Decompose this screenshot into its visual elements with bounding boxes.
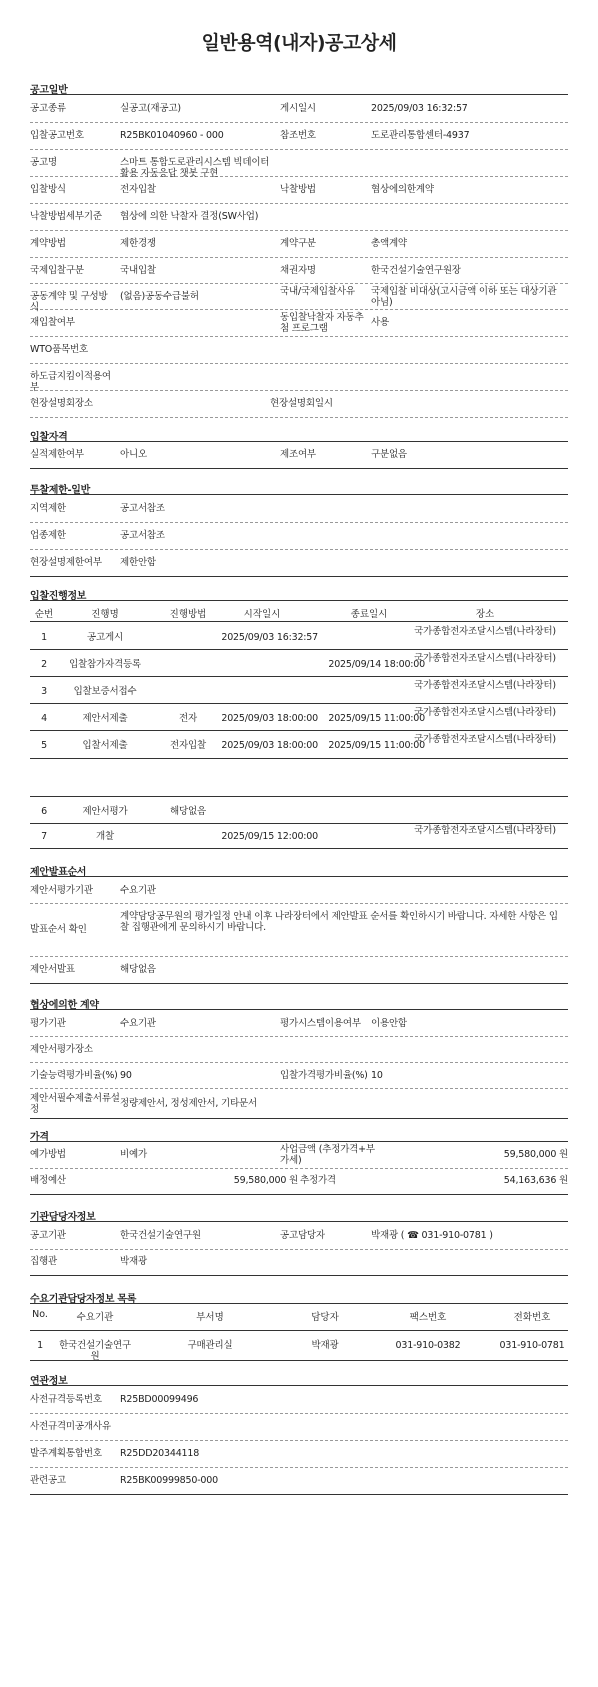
field-label: 배정예산 [30,1175,66,1186]
field-label: 낙찰방법세부기준 [30,211,102,222]
field-label: 제안서필수제출서류설정 [30,1092,120,1115]
field-value: 90 [120,1069,132,1081]
table-cell: 2 [41,659,47,670]
field-label: WTO품목번호 [30,344,88,355]
field-label: 하도급지킴이적용여부 [30,371,111,393]
field-value: 10 [371,1069,383,1081]
table-header-5: 종료일시 [350,609,388,620]
table-cell: 2025/09/15 12:00:00 [221,831,318,842]
field-label: 현장설명회일시 [270,398,333,409]
table-cell: 4 [41,713,47,724]
field-value: 이용안함 [371,1017,407,1029]
table-header-1: 순번 [34,609,54,620]
table-cell: 1 [41,632,47,643]
field-label: 지역제한 [30,503,66,514]
table-cell: 국가종합전자조달시스템(나라장터) [414,707,556,718]
table-cell: 국가종합전자조달시스템(나라장터) [414,653,556,664]
table-cell: 박재광 [311,1340,339,1351]
field-label: 예가방법 [30,1149,66,1160]
field-value: 2025/09/03 16:32:57 [371,103,468,114]
field-label: 공고담당자 [280,1230,325,1241]
field-value: 공고서참조 [120,530,165,541]
field-label: 평가시스템이용여부 [280,1017,361,1029]
field-value: R25DD20344118 [120,1448,200,1459]
table-header-2: 진행명 [91,609,119,620]
table-header-4: 시작일시 [243,609,281,620]
field-label: 입찰방식 [30,184,66,195]
field-label: 채권자명 [280,264,316,276]
table-cell: 6 [41,806,47,817]
field-value: 총액계약 [371,238,407,249]
field-value: R25BK00999850-000 [120,1475,218,1486]
table-cell: 2025/09/15 11:00:00 [328,740,425,751]
field-label: 제안서발표 [30,964,75,975]
field-value: R25BK01040960 - 000 [120,130,224,141]
field-label: 공고기관 [30,1230,66,1241]
field-value: 수요기관 [120,885,156,896]
field-label: 참조번호 [280,130,316,141]
field-value: 59,580,000 원 [233,1175,298,1186]
table-cell: 공고게시 [87,632,123,643]
table-gap-rule [30,796,568,797]
field-label: 관련공고 [30,1475,66,1486]
table-cell: 2025/09/15 11:00:00 [328,713,425,724]
table-cell: 구매관리실 [187,1340,233,1351]
section-heading: 수요기관담당자정보 목록 [30,1294,137,1305]
field-value: 국제입찰 비대상(고시금액 이하 또는 대상기관아님) [371,285,557,308]
field-value: (없음)공동수급불허 [120,290,199,302]
field-value: 아니오 [120,449,147,460]
field-value: 공고서참조 [120,503,165,514]
field-label: 업종제한 [30,530,66,541]
field-label: 국내/국제입찰사유 [280,285,355,297]
field-label: 사업금액 (추정가격+부가세) [280,1144,375,1166]
section-heading: 제안발표순서 [30,867,87,878]
field-value: 비예가 [120,1149,147,1160]
field-value: 해당없음 [120,964,156,975]
page-title: 일반용역(내자)공고상세 [201,32,397,54]
table-cell: 031-910-0781 [499,1340,565,1351]
field-value: R25BD00099496 [120,1394,199,1405]
field-label: 게시일시 [280,103,316,114]
field-label: 입찰공고번호 [30,130,84,141]
section-rule [30,1303,568,1304]
table-header-5: 팩스번호 [409,1312,447,1323]
section-heading: 연관정보 [30,1376,68,1387]
field-value: 협상에 의한 낙찰자 결정(SW사업) [120,211,259,222]
field-value: 한국건설기술연구원 [120,1230,201,1241]
table-cell: 입찰서제출 [82,740,128,751]
table-cell: 개찰 [96,831,114,842]
table-cell: 국가종합전자조달시스템(나라장터) [414,680,556,691]
table-header-3: 부서명 [196,1312,224,1323]
table-cell: 2025/09/03 18:00:00 [221,713,318,724]
section-rule [30,600,568,601]
section-heading: 공고일반 [30,85,68,96]
field-label: 입찰가격평가비율(%) [280,1069,368,1081]
section-heading: 협상에의한 계약 [30,1000,99,1011]
field-label: 현장설명회장소 [30,398,93,409]
field-label: 제안서평가기관 [30,885,93,896]
section-heading: 기관담당자정보 [30,1212,96,1223]
field-label: 공고명 [30,157,57,168]
table-header-6: 장소 [475,609,495,620]
table-cell: 7 [41,831,47,842]
field-value: 도로관리통합센터-4937 [371,130,470,141]
section-heading: 입찰진행정보 [30,591,87,602]
field-label: 실적제한여부 [30,449,84,460]
section-heading: 가격 [30,1132,49,1143]
field-value: 구분없음 [371,449,407,460]
field-label: 현장설명제한여부 [30,557,102,568]
table-cell: 제안서평가 [82,806,128,817]
field-value: 정량제안서, 정성제안서, 기타문서 [120,1097,257,1109]
field-value: 제한경쟁 [120,238,156,249]
table-cell: 2025/09/03 18:00:00 [221,740,318,751]
table-cell: 2025/09/03 16:32:57 [221,632,318,643]
table-header-1: No. [32,1309,48,1320]
table-cell: 3 [41,686,47,697]
field-label: 공고종류 [30,103,66,114]
field-label: 국제입찰구분 [30,264,84,276]
table-cell: 입찰참가자격등록 [69,659,141,670]
field-value: 협상에의한계약 [371,184,434,195]
field-value: 국내입찰 [120,264,156,276]
field-value: 54,163,636 원 [503,1175,568,1186]
field-label: 계약방법 [30,238,66,249]
field-label: 제조여부 [280,449,316,460]
field-label: 사전규격미공개사유 [30,1421,111,1432]
field-label: 계약구분 [280,238,316,249]
table-cell: 전자입찰 [170,740,206,751]
field-label: 발표순서 확인 [30,924,87,935]
field-value: 전자입찰 [120,184,156,195]
field-label: 공동계약 및 구성방식 [30,290,108,313]
table-header-3: 진행방법 [169,609,207,620]
field-value: 박재광 [120,1256,147,1267]
field-value: 제한안함 [120,557,156,568]
field-label: 재입찰여부 [30,317,75,328]
field-value: 59,580,000 원 [503,1149,568,1160]
table-cell: 2025/09/14 18:00:00 [328,659,425,670]
field-label: 사전규격등록번호 [30,1394,102,1405]
table-cell: 제안서제출 [82,713,128,724]
field-value: 스마트 통합도로관리시스템 빅데이터 활용 자동응답 챗봇 구현 [120,157,270,179]
field-value: 실공고(재공고) [120,103,181,114]
table-cell: 5 [41,740,47,751]
field-value: 한국건설기술연구원장 [371,264,461,276]
field-label: 평가기관 [30,1017,66,1029]
table-cell: 국가종합전자조달시스템(나라장터) [414,825,556,836]
table-header-rule [30,621,568,622]
table-cell: 입찰보증서접수 [73,686,137,697]
field-label: 집행관 [30,1256,57,1267]
table-cell: 국가종합전자조달시스템(나라장터) [414,626,556,637]
field-value: 수요기관 [120,1017,156,1029]
field-label: 동입찰낙찰자 자동추첨 프로그램 [280,312,364,334]
table-cell: 한국건설기술연구원 [59,1340,131,1362]
table-cell: 전자 [179,713,197,724]
table-cell: 1 [37,1340,43,1351]
field-label: 제안서평가장소 [30,1043,93,1055]
field-label: 추정가격 [300,1175,336,1186]
table-header-4: 담당자 [311,1312,339,1323]
field-label: 기술능력평가비율(%) [30,1069,118,1081]
section-heading: 투찰제한-일반 [30,485,91,496]
section-heading: 입찰자격 [30,432,68,443]
field-value: 박재광 ( ☎ 031-910-0781 ) [371,1230,493,1241]
table-header-2: 수요기관 [76,1312,114,1323]
field-value: 계약담당공무원의 평가일정 안내 이후 나라장터에서 제안발표 순서를 확인하시기 바랍니다. 자세한 사항은 입찰 집행관에게 문의하시기 바랍니다. [120,911,558,933]
field-value: 사용 [371,317,389,328]
field-label: 발주계획통합번호 [30,1448,102,1459]
table-cell: 031-910-0382 [395,1340,461,1351]
field-label: 낙찰방법 [280,184,316,195]
table-cell: 국가종합전자조달시스템(나라장터) [414,734,556,745]
table-header-6: 전화번호 [513,1312,551,1323]
table-cell: 해당없음 [170,806,206,817]
